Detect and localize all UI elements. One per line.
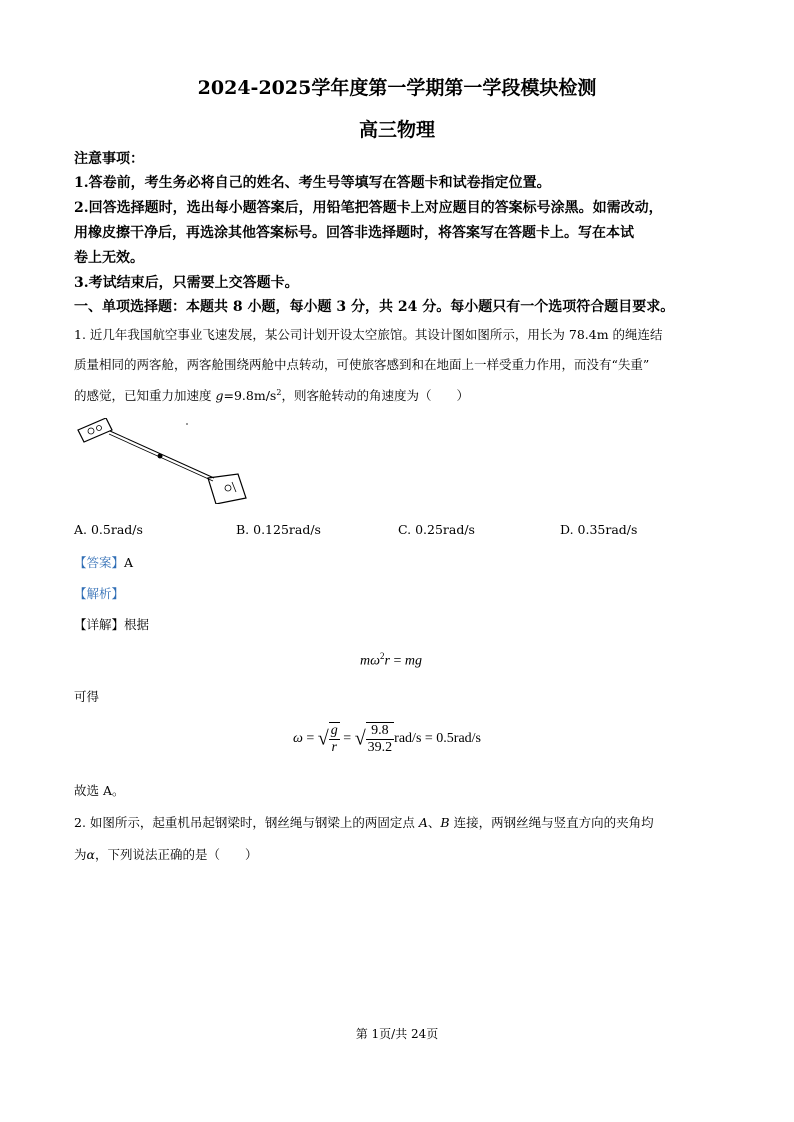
question-1-line-1: 1. 近几年我国航空事业飞速发展，某公司计划开设太空旅馆。其设计图如图所示，用长为 78.4m 的绳连结 [74, 327, 663, 342]
answer-tag: 【答案】 [74, 555, 125, 570]
question-2-line-2: 为α，下列说法正确的是（ ） [74, 847, 258, 862]
notice-item-2-line-2: 用橡皮擦干净后，再选涂其他答案标号。回答非选择题时，将答案写在答题卡上。写在本试 [74, 225, 634, 241]
notice-item-2-line-1: 2.回答选择题时，选出每小题答案后，用铅笔把答题卡上对应题目的答案标号涂黑。如需改动， [74, 200, 663, 216]
question-1-line-2: 质量相同的两客舱，两客舱围绕两舱中点转动，可使旅客感到和在地面上一样受重力作用，而没有“失重” [74, 357, 650, 372]
page-subtitle: 高三物理 [358, 119, 435, 141]
section-heading: 一、单项选择题：本题共 8 小题，每小题 3 分，共 24 分。每小题只有一个选项符合题目要求。 [74, 299, 675, 315]
question-1-line-3: 的感觉，已知重力加速度 $g=9.8m/s^2$，则客舱转动的角速度为（ ） [74, 387, 469, 403]
choice-d: D. 0.35rad/s [560, 522, 638, 537]
notice-item-1: 1.答卷前，考生务必将自己的姓名、考生号等填写在答题卡和试卷指定位置。 [74, 175, 551, 191]
answer-value: A [124, 555, 134, 570]
equation-1: $m\omega^2r$ = mg [360, 651, 422, 669]
cabin-right [208, 474, 246, 504]
notice-heading: 注意事项： [74, 151, 144, 167]
cabin-left [78, 418, 112, 442]
choice-c: C. 0.25rad/s [398, 522, 475, 537]
answer-line [74, 553, 133, 571]
detail-line: 【详解】根据 [74, 617, 150, 632]
analysis-tag: 【解析】 [74, 586, 125, 601]
notice-item-3: 3.考试结束后，只需要上交答题卡。 [74, 275, 299, 291]
rotation-center [158, 454, 163, 459]
derive-text: 可得 [74, 689, 100, 704]
page-title: 2024-2025学年度第一学期第一学段模块检测 [197, 77, 597, 99]
notice-item-2-line-3: 卷上无效。 [74, 250, 144, 266]
page-number: 第 1页/共 24页 [355, 1027, 439, 1041]
equation-2: ω = √ $\frac{g}{r}$ = √ $\frac{9.8}{39.2}$ rad/s = 0.5rad/s [293, 723, 481, 755]
choice-b: B. 0.125rad/s [236, 522, 321, 537]
conclusion: 故选 A。 [74, 783, 125, 798]
question-2-line-1: 2. 如图所示，起重机吊起钢梁时，钢丝绳与钢梁上的两固定点 A、B 连接，两钢丝绳与竖直方向的夹角均 [74, 815, 654, 830]
space-hotel-figure [76, 418, 248, 504]
choice-a: A. 0.5rad/s [74, 522, 143, 537]
